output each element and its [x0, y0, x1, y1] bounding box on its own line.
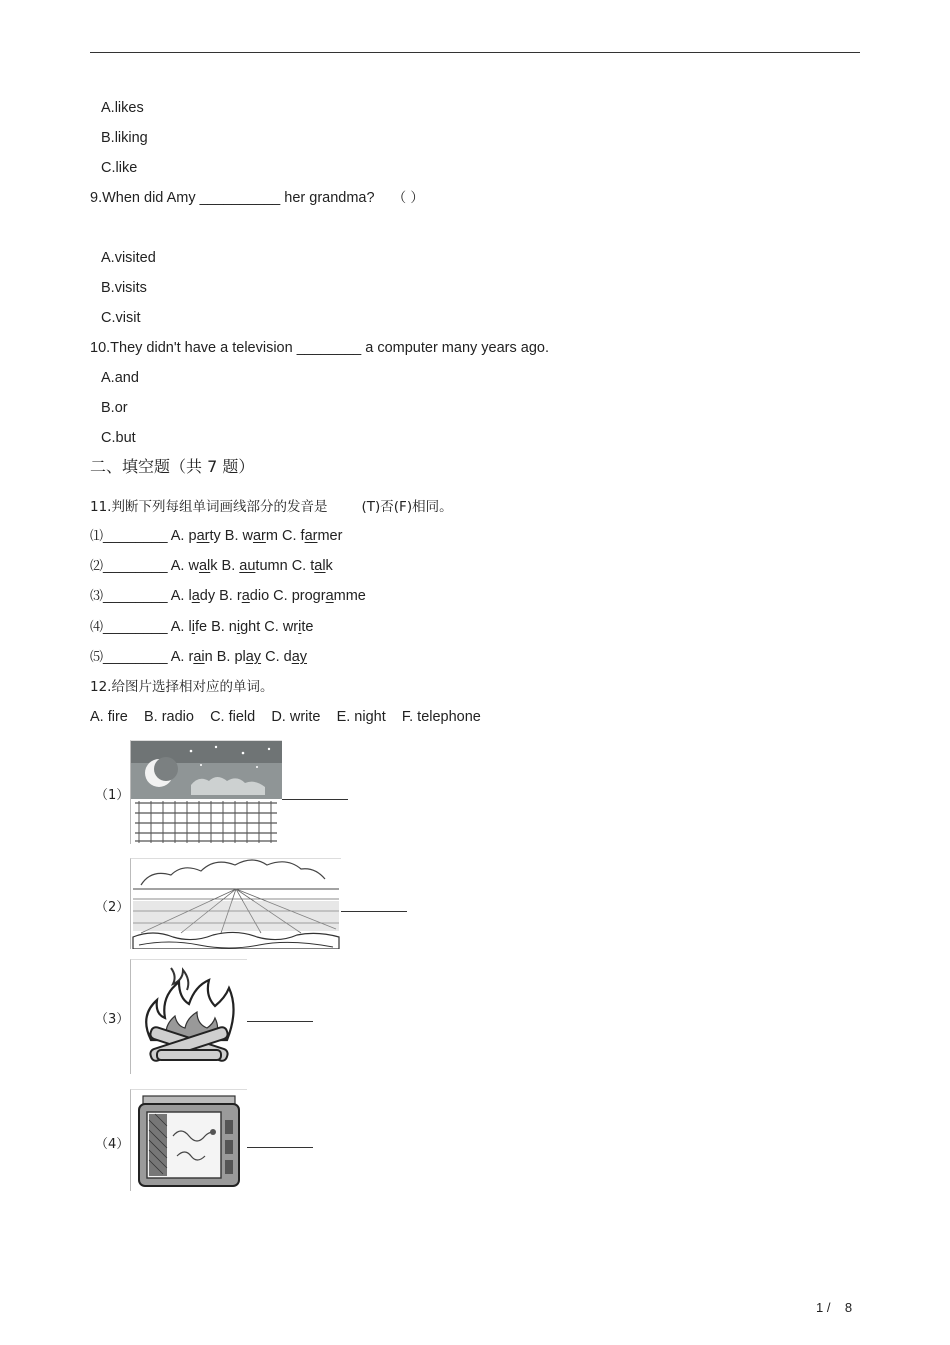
- q10-option-b: B.or: [101, 400, 128, 416]
- q11-word: [219, 588, 273, 604]
- q12-choices: A. fire B. radio C. field D. write E. night F. telephone: [90, 709, 481, 725]
- q11-stem-text: 11.判断下列每组单词画线部分的发音是: [90, 499, 328, 515]
- q10-option-c: C.but: [101, 430, 136, 446]
- q11-word-text: B. n: [211, 619, 237, 635]
- q11-underlined-letters: a: [241, 588, 250, 604]
- q11-underlined-letters: a: [325, 588, 334, 604]
- q11-word-text: B.: [221, 558, 240, 574]
- q11-word-text: fe: [194, 619, 212, 635]
- q11-word-text: dio: [249, 588, 274, 604]
- q12-label-4: （4）: [95, 1137, 130, 1152]
- campfire-icon: [130, 959, 247, 1074]
- q11-underlined-letters: i: [298, 619, 302, 635]
- q11-item: [90, 586, 366, 607]
- q11-item: [90, 647, 307, 668]
- q11-word: [265, 649, 307, 665]
- q11-word-text: mer: [317, 528, 343, 544]
- q11-word: [217, 649, 265, 665]
- q11-underlined-letters: a: [191, 588, 200, 604]
- q11-underlined-letters: ar: [252, 528, 266, 544]
- q11-item: [90, 556, 333, 577]
- q11-word-text: C. t: [291, 558, 315, 574]
- q9-stem: [90, 188, 424, 208]
- q11-word-text: A. l: [167, 619, 192, 635]
- q10-option-a: A.and: [101, 370, 139, 386]
- q11-word-text: B. r: [219, 588, 242, 604]
- q11-underlined-letters: ai: [193, 649, 205, 665]
- q11-word-text: dy: [199, 588, 220, 604]
- q9-option-a: A.visited: [101, 250, 156, 266]
- q11-answer-blank[interactable]: ________: [103, 649, 168, 665]
- q11-word: [222, 558, 292, 574]
- q11-word-text: te: [301, 619, 314, 635]
- q11-word-text: A. w: [167, 558, 199, 574]
- q12-answer-line-2[interactable]: [341, 911, 407, 912]
- q11-item: [90, 526, 342, 547]
- q11-item-number: ⑸: [90, 650, 104, 665]
- header-rule: [90, 52, 860, 53]
- radio-icon: [130, 1089, 247, 1191]
- q12-stem: 12.给图片选择相对应的单词。: [90, 679, 274, 695]
- q11-answer-blank[interactable]: ________: [103, 528, 168, 544]
- q11-underlined-letters: al: [314, 558, 326, 574]
- q11-word-text: C. wr: [264, 619, 299, 635]
- q11-word: [168, 558, 222, 574]
- q11-word-text: m: [265, 528, 282, 544]
- q11-word-text: n: [204, 649, 217, 665]
- q9-answer-paren: （ ）: [392, 190, 424, 206]
- q12-answer-line-3[interactable]: [247, 1021, 313, 1022]
- q11-word: [282, 528, 342, 544]
- q11-answer-blank[interactable]: ________: [103, 588, 168, 604]
- q11-item: [90, 617, 313, 638]
- q11-word-text: B. w: [224, 528, 253, 544]
- q12-answer-line-1[interactable]: [282, 799, 348, 800]
- q11-word-text: ght: [240, 619, 265, 635]
- q11-item-number: ⑵: [90, 559, 104, 574]
- q11-word: [273, 588, 366, 604]
- q11-word-text: mme: [333, 588, 366, 604]
- q11-item-number: ⑴: [90, 529, 104, 544]
- q11-word-text: A. l: [167, 588, 192, 604]
- q11-underlined-letters: al: [198, 558, 211, 574]
- q11-word-text: C. f: [282, 528, 305, 544]
- q11-word: [168, 588, 220, 604]
- q8-option-a: A.likes: [101, 100, 144, 116]
- q11-word-text: k: [210, 558, 222, 574]
- q11-word-text: k: [325, 558, 333, 574]
- q12-label-1: （1）: [95, 788, 130, 803]
- q11-word: [168, 649, 217, 665]
- q11-word-text: C. progr: [273, 588, 326, 604]
- q11-underlined-letters: i: [191, 619, 195, 635]
- q11-word: [292, 558, 333, 574]
- q11-underlined-letters: i: [236, 619, 241, 635]
- q11-word: [168, 528, 225, 544]
- q11-word: [168, 619, 212, 635]
- q12-answer-line-4[interactable]: [247, 1147, 313, 1148]
- q8-option-b: B.liking: [101, 130, 148, 146]
- q11-item-number: ⑷: [90, 620, 104, 635]
- q12-label-3: （3）: [95, 1012, 130, 1027]
- q11-word-text: tumn: [255, 558, 292, 574]
- q11-underlined-letters: ar: [304, 528, 318, 544]
- q10-stem: 10.They didn't have a television ________ a computer many years ago.: [90, 340, 550, 356]
- q11-underlined-letters: au: [239, 558, 256, 574]
- page-number: 1 / 8: [816, 1300, 853, 1315]
- section-title: 二、填空题（共 7 题）: [90, 457, 255, 476]
- q11-word-text: A. r: [167, 649, 194, 665]
- q11-underlined-letters: ar: [196, 528, 210, 544]
- q11-word: [225, 528, 282, 544]
- q11-underlined-letters: ay: [245, 649, 262, 665]
- q11-word-text: A. p: [167, 528, 197, 544]
- q9-option-b: B.visits: [101, 280, 147, 296]
- q11-item-number: ⑶: [90, 589, 104, 604]
- q11-word: [264, 619, 313, 635]
- q9-option-c: C.visit: [101, 310, 141, 326]
- q11-word-text: C. d: [265, 649, 292, 665]
- q11-underlined-letters: ay: [291, 649, 308, 665]
- q11-word-text: B. pl: [216, 649, 246, 665]
- field-landscape-icon: [130, 858, 341, 949]
- q8-option-c: C.like: [101, 160, 138, 176]
- q12-label-2: （2）: [95, 900, 130, 915]
- q11-stem-tf: (T)否(F)相同。: [361, 499, 453, 515]
- q9-stem-text: 9.When did Amy __________ her grandma?: [90, 190, 375, 206]
- night-scene-icon: [130, 740, 282, 844]
- q11-word: [211, 619, 264, 635]
- q11-answer-blank[interactable]: ________: [103, 558, 168, 574]
- q11-word-text: ty: [209, 528, 225, 544]
- q11-stem: [90, 497, 453, 517]
- q11-answer-blank[interactable]: ________: [103, 619, 168, 635]
